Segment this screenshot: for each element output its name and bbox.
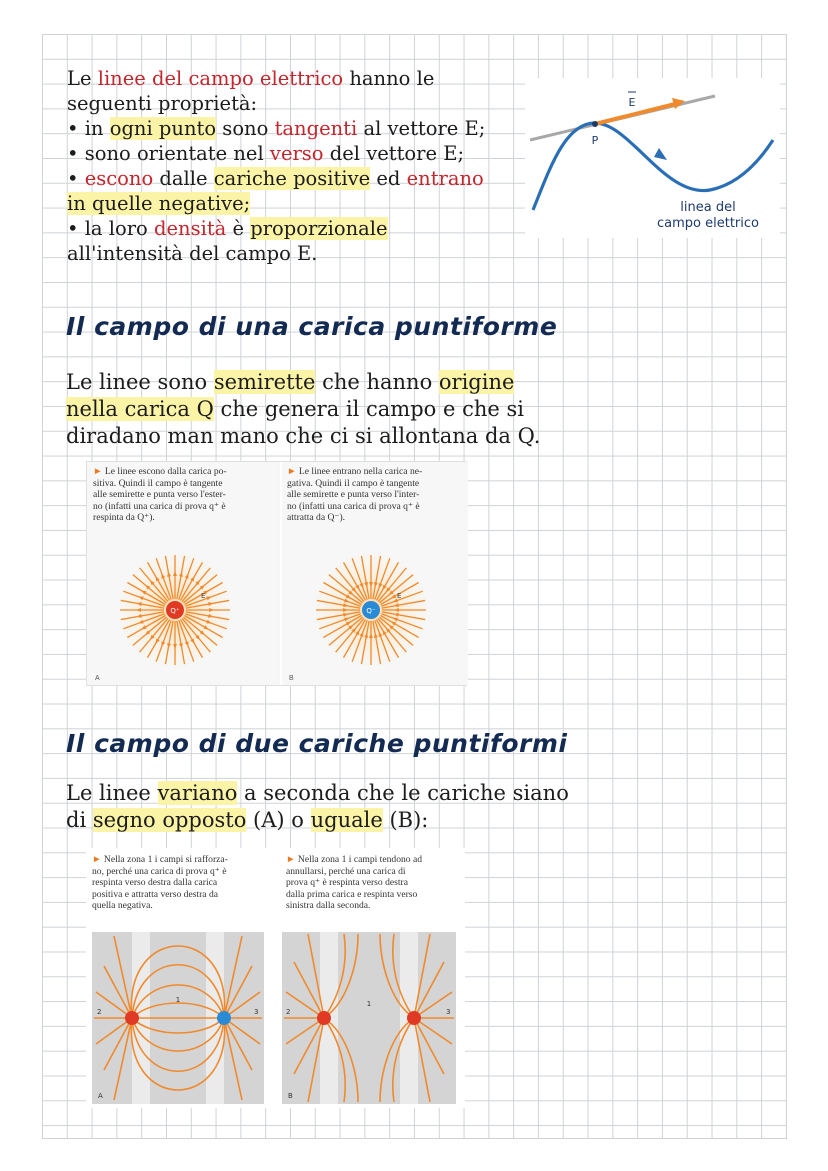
property-bullet-tangent: • in ogni punto sono tangenti al vettore E; bbox=[67, 117, 486, 140]
single-charge-line-3: diradano man mano che ci si allontana da Q. bbox=[66, 424, 541, 448]
tag-a-two: A bbox=[98, 1092, 103, 1100]
zone-3-label-a: 3 bbox=[254, 1008, 259, 1016]
heading-two-charges: Il campo di due cariche puntiformi bbox=[66, 729, 568, 758]
two-charges-caption-right: ► Nella zona 1 i campi tendono ad annullarsi, perché una carica di prova q⁺ è respinta verso destra dalla prima carica e respinta verso sinistra dalla seconda. bbox=[286, 854, 423, 911]
single-charge-figure bbox=[86, 461, 467, 686]
point-p bbox=[592, 121, 598, 127]
zone-1-label-a: 1 bbox=[175, 996, 181, 1004]
opposite-charges-field bbox=[92, 932, 264, 1104]
e-vector-label: E bbox=[628, 96, 636, 109]
zone-1-label-b: 1 bbox=[366, 1000, 372, 1008]
property-line-2: seguenti proprietà: bbox=[67, 92, 258, 115]
dipole-positive-charge bbox=[125, 1011, 139, 1025]
negative-charge-label: Q⁻ bbox=[366, 607, 376, 615]
vector-e-label-left: E bbox=[201, 592, 206, 600]
positive-charge-label: Q⁺ bbox=[170, 607, 180, 615]
wave-caption: linea del campo elettrico bbox=[657, 200, 759, 231]
two-charges-line-2: di segno opposto (A) o uguale (B): bbox=[66, 808, 429, 832]
single-charge-line-1: Le linee sono semirette che hanno origine bbox=[66, 370, 515, 394]
zone-3-label-b: 3 bbox=[446, 1008, 451, 1016]
tag-b-two: B bbox=[288, 1092, 293, 1100]
single-charge-caption-left: ► Le linee escono dalla carica po- sitiva. Quindi il campo è tangente alle semirette e punta verso l'ester- no (infatti una carica di prova q⁺ è respinta da Q⁺). bbox=[93, 466, 227, 523]
zone-2-label-b: 2 bbox=[286, 1008, 291, 1016]
property-bullet-density: • la loro densità è proporzionale bbox=[67, 217, 388, 240]
single-charge-caption-right: ► Le linee entrano nella carica ne- gativa. Quindi il campo è tangente alle semirette e punta verso l'inter- no (infatti una carica di prova q⁺ è attratta da Q⁻). bbox=[287, 466, 423, 523]
positive-charge-radial-field bbox=[117, 552, 233, 668]
property-bullet-escono: • escono dalle cariche positive ed entrano bbox=[67, 167, 484, 190]
same-positive-charge-right bbox=[407, 1011, 421, 1025]
zone-2-label-a: 2 bbox=[97, 1008, 102, 1016]
dipole-negative-charge bbox=[217, 1011, 231, 1025]
tag-b-single: B bbox=[289, 675, 294, 682]
same-positive-charge-left bbox=[317, 1011, 331, 1025]
property-line-1: Le linee del campo elettrico hanno le bbox=[67, 67, 435, 90]
property-line-6: in quelle negative; bbox=[67, 192, 251, 215]
negative-charge-radial-field bbox=[313, 552, 429, 668]
single-charge-line-2: nella carica Q che genera il campo e che si bbox=[66, 397, 524, 421]
two-charges-caption-left: ► Nella zona 1 i campi si rafforza- no, perché una carica di prova q⁺ è respinta verso destra dalla carica positiva e attratta verso destra da quella negativa. bbox=[92, 854, 228, 911]
heading-single-charge: Il campo di una carica puntiforme bbox=[66, 312, 558, 341]
same-charges-field bbox=[282, 932, 456, 1104]
two-charges-line-1: Le linee variano a seconda che le cariche siano bbox=[66, 781, 569, 805]
tag-a-single: A bbox=[95, 675, 100, 682]
vector-e-label-right: E bbox=[397, 592, 402, 600]
property-line-8: all'intensità del campo E. bbox=[67, 242, 318, 265]
property-bullet-verso: • sono orientate nel verso del vettore E; bbox=[67, 142, 465, 165]
point-p-label: P bbox=[591, 134, 599, 147]
two-charges-figure bbox=[86, 848, 465, 1108]
